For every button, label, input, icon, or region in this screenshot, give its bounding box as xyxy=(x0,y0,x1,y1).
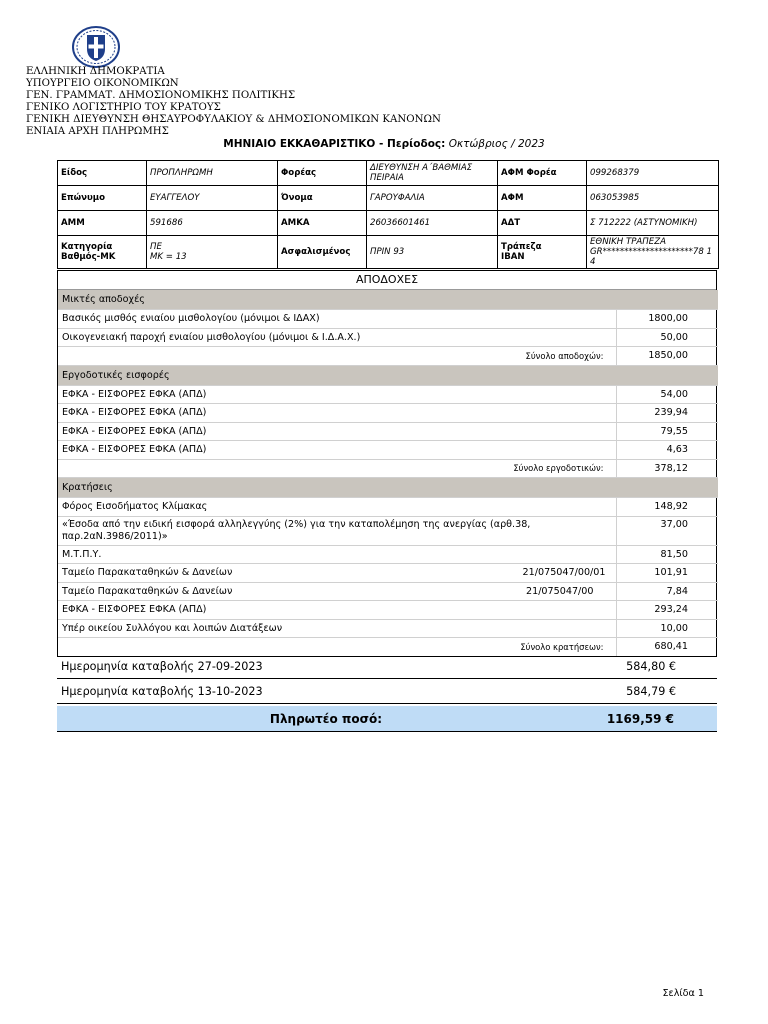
item-amount: 4,63 xyxy=(616,441,718,460)
grade-value-line: ΜΚ = 13 xyxy=(150,252,187,262)
item-description: ΕΦΚΑ - ΕΙΣΦΟΡΕΣ ΕΦΚΑ (ΑΠΔ) xyxy=(58,404,616,423)
amka-label: ΑΜΚΑ xyxy=(278,211,367,236)
subtotal-row xyxy=(58,459,718,478)
payment-amount: 584,79 € xyxy=(626,684,676,698)
bank-name: ΕΘΝΙΚΗ ΤΡΑΠΕΖΑ xyxy=(590,237,666,247)
payment-row xyxy=(57,679,717,704)
insured-label: Ασφαλισμένος xyxy=(278,236,367,269)
foreas-label: Φορέας xyxy=(278,161,367,186)
subtotal-row xyxy=(58,347,718,366)
onoma-label: Όνομα xyxy=(278,186,367,211)
item-amount: 50,00 xyxy=(616,328,718,347)
table-row xyxy=(58,582,718,601)
iban-value: GR*********************78 14 xyxy=(590,247,712,267)
org-line: ΓΕΝ. ΓΡΑΜΜΑΤ. ΔΗΜΟΣΙΟΝΟΜΙΚΗΣ ΠΟΛΙΤΙΚΗΣ xyxy=(26,90,296,101)
item-description: ΕΦΚΑ - ΕΙΣΦΟΡΕΣ ΕΦΚΑ (ΑΠΔ) xyxy=(58,441,616,460)
item-amount: 7,84 xyxy=(616,582,718,601)
earnings-panel xyxy=(57,270,717,657)
afm-forea-value: 099268379 xyxy=(587,161,719,186)
table-row xyxy=(58,516,718,545)
item-description: Οικογενειακή παροχή ενιαίου μισθολογίου (μόνιμοι & Ι.Δ.Α.Χ.) xyxy=(58,328,616,347)
table-row xyxy=(58,564,718,583)
adt-value: Σ 712222 (ΑΣΤΥΝΟΜΙΚΗ) xyxy=(587,211,719,236)
eponymo-value: ΕΥΑΓΓΕΛΟΥ xyxy=(147,186,278,211)
section-label: Μικτές αποδοχές xyxy=(58,290,718,310)
section-header-employer xyxy=(58,365,718,385)
item-description: Φόρος Εισοδήματος Κλίμακας xyxy=(58,498,616,517)
afm-label: ΑΦΜ xyxy=(498,186,587,211)
bank-value xyxy=(587,236,719,269)
total-amount: 1169,59 € xyxy=(606,711,674,726)
item-description: Βασικός μισθός ενιαίου μισθολογίου (μόνιμοι & ΙΔΑΧ) xyxy=(58,310,616,329)
item-description: «Έσοδα από την ειδική εισφορά αλληλεγγύης (2%) για την καταπολέμηση της ανεργίας (αρθ.38, παρ.2αΝ.3986/2011)» xyxy=(58,516,616,545)
eidos-label: Είδος xyxy=(58,161,147,186)
item-description: Ταμείο Παρακαταθηκών & Δανείων xyxy=(58,582,514,601)
item-amount: 293,24 xyxy=(616,601,718,620)
subtotal-amount: 1850,00 xyxy=(616,347,718,366)
item-code: 21/075047/00 xyxy=(514,582,616,601)
payment-date-label: Ημερομηνία καταβολής 13-10-2023 xyxy=(61,684,263,698)
subtotal-row xyxy=(58,638,718,656)
eponymo-label: Επώνυμο xyxy=(58,186,147,211)
adt-label: ΑΔΤ xyxy=(498,211,587,236)
document-title xyxy=(0,138,768,150)
amm-value: 591686 xyxy=(147,211,278,236)
payment-dates xyxy=(57,654,717,732)
item-amount: 54,00 xyxy=(616,385,718,404)
item-amount: 239,94 xyxy=(616,404,718,423)
subtotal-amount: 680,41 xyxy=(616,638,718,656)
category-label-line: Κατηγορία xyxy=(61,242,113,252)
subtotal-amount: 378,12 xyxy=(616,459,718,478)
subtotal-label: Σύνολο αποδοχών: xyxy=(58,347,616,366)
table-row xyxy=(58,601,718,620)
organization-header xyxy=(26,66,441,138)
item-description: ΕΦΚΑ - ΕΙΣΦΟΡΕΣ ΕΦΚΑ (ΑΠΔ) xyxy=(58,422,616,441)
item-description: Ταμείο Παρακαταθηκών & Δανείων xyxy=(58,564,514,583)
subtotal-label: Σύνολο εργοδοτικών: xyxy=(58,459,616,478)
title-text: ΜΗΝΙΑΙΟ ΕΚΚΑΘΑΡΙΣΤΙΚΟ - Περίοδος: xyxy=(223,138,446,150)
section-label: Κρατήσεις xyxy=(58,478,718,498)
item-description: Υπέρ οικείου Συλλόγου και λοιπών Διατάξεων xyxy=(58,619,616,638)
afm-value: 063053985 xyxy=(587,186,719,211)
category-value-line: ΠΕ xyxy=(150,242,162,252)
item-amount: 79,55 xyxy=(616,422,718,441)
total-label: Πληρωτέο ποσό: xyxy=(269,711,382,726)
table-row xyxy=(58,422,718,441)
section-header-gross xyxy=(58,290,718,310)
info-row xyxy=(58,161,719,186)
iban-label-line: IBAN xyxy=(501,252,525,262)
subtotal-label: Σύνολο κρατήσεων: xyxy=(520,641,604,652)
item-description: Μ.Τ.Π.Υ. xyxy=(58,545,616,564)
table-row xyxy=(58,404,718,423)
total-payable-row xyxy=(57,706,717,732)
amm-label: ΑΜΜ xyxy=(58,211,147,236)
item-amount: 148,92 xyxy=(616,498,718,517)
org-line: ΕΝΙΑΙΑ ΑΡΧΗ ΠΛΗΡΩΜΗΣ xyxy=(26,126,169,137)
item-description: ΕΦΚΑ - ΕΙΣΦΟΡΕΣ ΕΦΚΑ (ΑΠΔ) xyxy=(58,385,616,404)
section-header-deductions xyxy=(58,478,718,498)
employee-info-table xyxy=(57,160,719,269)
category-value xyxy=(147,236,278,269)
payment-row xyxy=(57,654,717,679)
table-row xyxy=(58,619,718,638)
earnings-table xyxy=(58,290,718,656)
table-row xyxy=(58,545,718,564)
bank-label-line: Τράπεζα xyxy=(501,242,542,252)
payment-amount: 584,80 € xyxy=(626,659,676,673)
amka-value: 26036601461 xyxy=(367,211,498,236)
table-row xyxy=(58,498,718,517)
table-row xyxy=(58,310,718,329)
foreas-value: ΔΙΕΥΘΥΝΣΗ Α΄ΒΑΘΜΙΑΣ ΠΕΙΡΑΙΑ xyxy=(367,161,498,186)
earnings-title: ΑΠΟΔΟΧΕΣ xyxy=(58,271,716,290)
item-amount: 1800,00 xyxy=(616,310,718,329)
payment-date-label: Ημερομηνία καταβολής 27-09-2023 xyxy=(61,659,263,673)
category-label xyxy=(58,236,147,269)
info-row xyxy=(58,186,719,211)
org-line: ΓΕΝΙΚΗ ΔΙΕΥΘΥΝΣΗ ΘΗΣΑΥΡΟΦΥΛΑΚΙΟΥ & ΔΗΜΟΣΙΟΝΟΜΙΚΩΝ ΚΑΝΟΝΩΝ xyxy=(26,114,441,125)
period-text: Οκτώβριος / 2023 xyxy=(448,138,545,150)
info-row xyxy=(58,236,719,269)
page-number: Σελίδα 1 xyxy=(662,988,704,999)
item-amount: 81,50 xyxy=(616,545,718,564)
onoma-value: ΓΑΡΟΥΦΑΛΙΑ xyxy=(367,186,498,211)
greek-emblem-icon xyxy=(71,25,121,69)
afm-forea-label: ΑΦΜ Φορέα xyxy=(498,161,587,186)
insured-value: ΠΡΙΝ 93 xyxy=(367,236,498,269)
bank-label xyxy=(498,236,587,269)
section-label: Εργοδοτικές εισφορές xyxy=(58,365,718,385)
grade-label-line: Βαθμός-ΜΚ xyxy=(61,252,116,262)
item-code: 21/075047/00/01 xyxy=(514,564,616,583)
info-row xyxy=(58,211,719,236)
table-row xyxy=(58,441,718,460)
item-amount: 37,00 xyxy=(616,516,718,545)
org-line: ΥΠΟΥΡΓΕΙΟ ΟΙΚΟΝΟΜΙΚΩΝ xyxy=(26,78,179,89)
eidos-value: ΠΡΟΠΛΗΡΩΜΗ xyxy=(147,161,278,186)
table-row xyxy=(58,328,718,347)
org-line: ΕΛΛΗΝΙΚΗ ΔΗΜΟΚΡΑΤΙΑ xyxy=(26,66,165,77)
org-line: ΓΕΝΙΚΟ ΛΟΓΙΣΤΗΡΙΟ ΤΟΥ ΚΡΑΤΟΥΣ xyxy=(26,102,221,113)
item-amount: 10,00 xyxy=(616,619,718,638)
table-row xyxy=(58,385,718,404)
item-description: ΕΦΚΑ - ΕΙΣΦΟΡΕΣ ΕΦΚΑ (ΑΠΔ) xyxy=(58,601,616,620)
item-amount: 101,91 xyxy=(616,564,718,583)
